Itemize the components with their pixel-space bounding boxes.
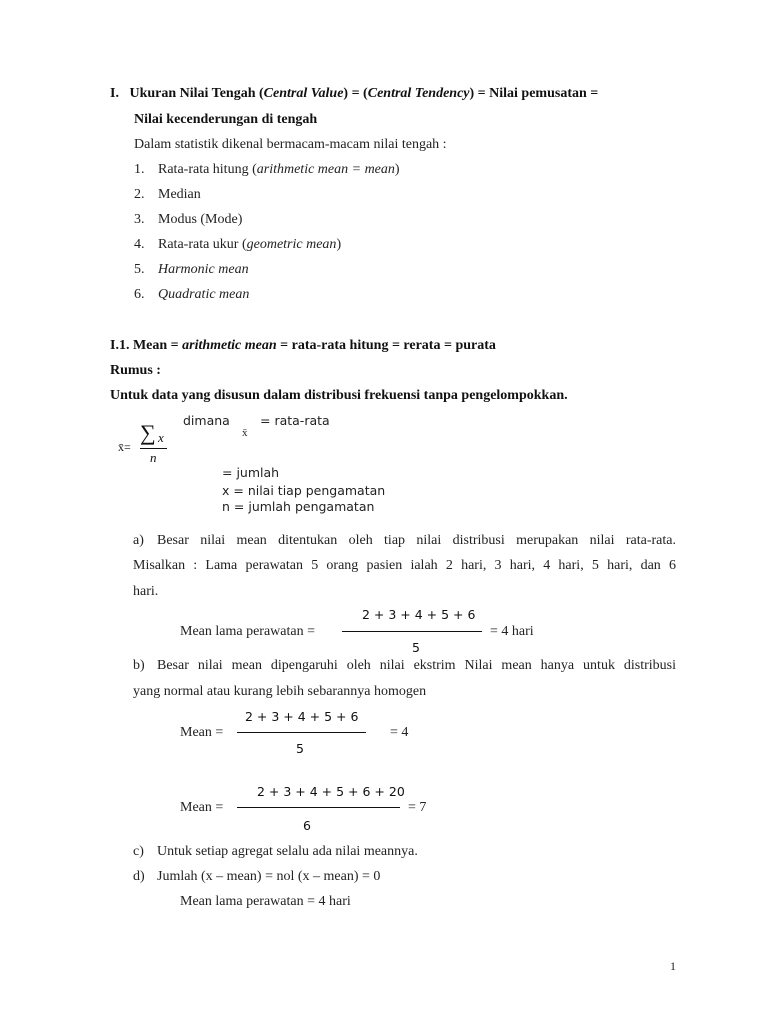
eq-b2-label: Mean = — [180, 800, 224, 815]
eq-b1-fraction-bar — [237, 732, 366, 733]
section-intro: Dalam statistik dikenal bermacam-macam nilai tengah : — [134, 137, 447, 152]
eq-b2-result: = 7 — [408, 800, 427, 815]
sigma-symbol: ∑ — [140, 420, 156, 445]
eq-b2-fraction-bar — [237, 807, 400, 808]
point-a-label: a) — [133, 533, 144, 548]
section-number: I. — [110, 86, 119, 101]
section-heading-line2: Nilai kecenderungan di tengah — [134, 112, 318, 127]
eq-b2-numerator: 2 + 3 + 4 + 5 + 6 + 20 — [257, 784, 405, 799]
list-item: 6. Quadratic mean — [134, 287, 250, 302]
list-item: 3. Modus (Mode) — [134, 212, 243, 227]
rumus-label: Rumus : — [110, 363, 161, 378]
point-a-line1: Besar nilai mean ditentukan oleh tiap nilai distribusi merupakan nilai rata-rata. — [157, 533, 676, 548]
eq-b1-numerator: 2 + 3 + 4 + 5 + 6 — [245, 709, 359, 724]
list-item: 1. Rata-rata hitung (arithmetic mean = mean) — [134, 162, 400, 177]
eq-b2-denominator: 6 — [303, 818, 311, 833]
point-b-label: b) — [133, 658, 145, 673]
eq-b1-denominator: 5 — [296, 741, 304, 756]
eq-b1-label: Mean = — [180, 725, 224, 740]
dimana-label: dimana — [183, 413, 230, 428]
x-definition: x = nilai tiap pengamatan — [222, 483, 386, 498]
point-a-line3: hari. — [133, 584, 159, 599]
page-number: 1 — [670, 959, 676, 973]
point-d-sub: Mean lama perawatan = 4 hari — [180, 894, 351, 909]
eq-b1-result: = 4 — [390, 725, 409, 740]
eq-a-denominator: 5 — [412, 640, 420, 655]
subsection-heading: I.1. Mean = arithmetic mean = rata-rata hitung = rerata = purata — [110, 338, 496, 353]
point-b-line1: Besar nilai mean dipengaruhi oleh nilai ekstrim Nilai mean hanya untuk distribusi — [157, 658, 676, 673]
xbar-symbol: x̄ — [242, 427, 248, 439]
section-heading-line1: I. Ukuran Nilai Tengah (Central Value) = (Central Tendency) = Nilai pemusatan = — [110, 86, 599, 101]
list-item: 4. Rata-rata ukur (geometric mean) — [134, 237, 342, 252]
n-definition: n = jumlah pengamatan — [222, 499, 375, 514]
eq-a-fraction-bar — [342, 631, 482, 632]
sum-definition: = jumlah — [222, 465, 280, 480]
point-b-line2: yang normal atau kurang lebih sebarannya homogen — [133, 684, 427, 699]
eq-a-result: = 4 hari — [490, 624, 534, 639]
point-a-line2: Misalkan : Lama perawatan 5 orang pasien ialah 2 hari, 3 hari, 4 hari, 5 hari, dan 6 — [133, 558, 676, 573]
formula-lhs: x̄= — [118, 440, 131, 454]
eq-a-numerator: 2 + 3 + 4 + 5 + 6 — [362, 607, 476, 622]
formula-fraction-bar — [140, 448, 167, 449]
list-item: 5. Harmonic mean — [134, 262, 249, 277]
xbar-definition: = rata-rata — [260, 413, 330, 428]
list-item: 2. Median — [134, 187, 201, 202]
formula-denominator: n — [150, 450, 157, 465]
point-c: c) Untuk setiap agregat selalu ada nilai meannya. — [133, 844, 418, 859]
distribution-subheading: Untuk data yang disusun dalam distribusi frekuensi tanpa pengelompokkan. — [110, 388, 568, 403]
eq-a-label: Mean lama perawatan = — [180, 624, 315, 639]
point-d: d) Jumlah (x – mean) = nol (x – mean) = 0 — [133, 869, 381, 884]
formula-numerator: x — [158, 430, 164, 445]
